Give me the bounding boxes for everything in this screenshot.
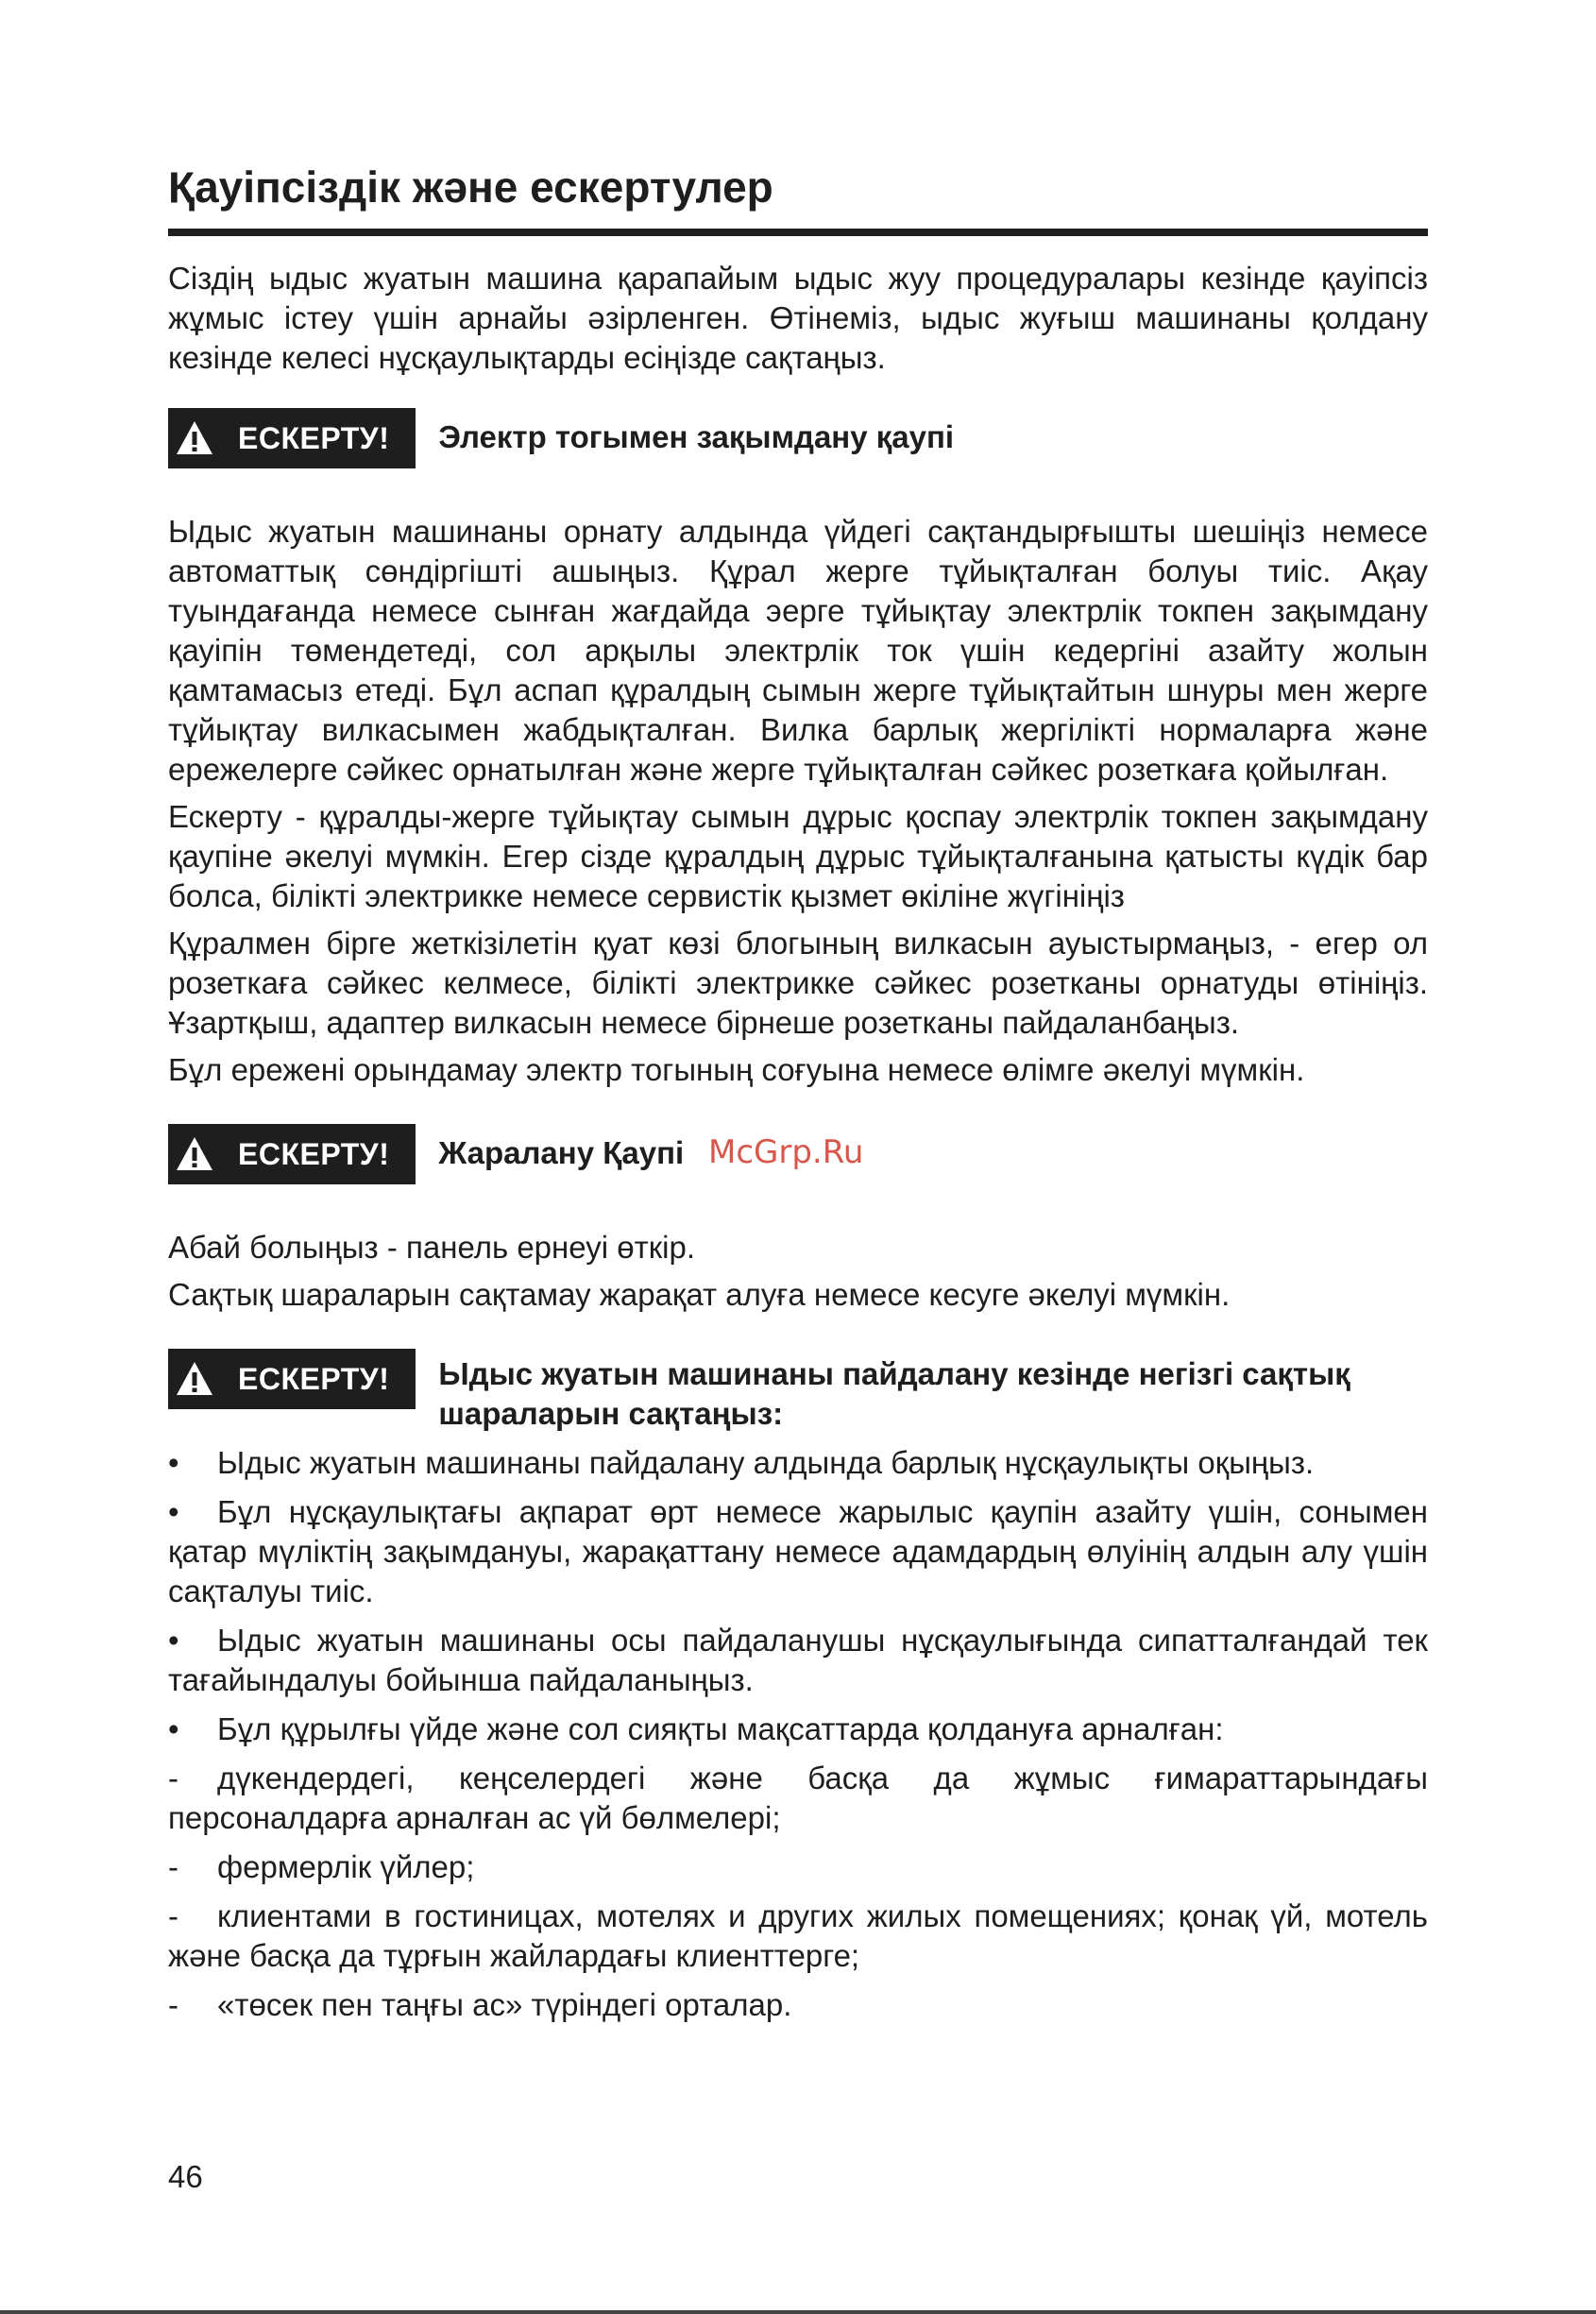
warning-badge <box>168 1124 416 1184</box>
intro-paragraph: Сіздің ыдыс жуатын машина қарапайым ыдыс жуу процедуралары кезінде қауіпсіз жұмыс істеу үшін арнайы әзірленген. Өтінеміз, ыдыс жуғыш машинаны қолдану кезінде келесі нұсқаулықтарды есіңізде сақтаңыз. <box>168 261 1428 375</box>
paragraph: Абай болыңыз - панель ернеуі өткір. <box>168 1230 696 1265</box>
dash-marker: - <box>168 1849 178 1884</box>
warning-label: ЕСКЕРТУ! <box>238 420 390 455</box>
page-title: Қауіпсіздік және ескертулер <box>168 159 1428 236</box>
bullet-marker: • <box>168 1711 179 1746</box>
list-item <box>168 1710 1428 1749</box>
paragraph: Сақтық шараларын сақтамау жарақат алуға немесе кесуге әкелуі мүмкін. <box>168 1277 1231 1312</box>
list-item <box>168 1897 1428 1976</box>
bullet-marker: • <box>168 1494 179 1529</box>
section-electric-body <box>168 512 1428 1090</box>
paragraph: Бұл ережені орындамау электр тогының соғуына немесе өлімге әкелуі мүмкін. <box>168 1052 1305 1087</box>
list-item <box>168 1492 1428 1611</box>
dash-marker: - <box>168 1761 178 1795</box>
list-item-text: Ыдыс жуатын машинаны пайдалану алдында барлық нұсқаулықты оқыңыз. <box>217 1445 1315 1480</box>
bullet-marker: • <box>168 1445 179 1480</box>
list-item-text: «төсек пен таңғы ас» түріндегі орталар. <box>217 1987 792 2022</box>
list-item-text: дүкендердегі, кеңселердегі және басқа да жұмыс ғимараттарындағы персоналдарға арналған ас үй бөлмелері; <box>168 1761 1428 1835</box>
warning-block-electric <box>168 408 1428 468</box>
list-item-text: Ыдыс жуатын машинаны осы пайдаланушы нұсқаулығында сипатталғандай тек тағайындалуы бойынша пайдаланыңыз. <box>168 1623 1428 1697</box>
warning-badge <box>168 1349 416 1409</box>
exclamation-triangle-icon <box>174 1358 215 1400</box>
paragraph: Ыдыс жуатын машинаны орнату алдында үйдегі сақтандырғышты шешіңіз немесе автоматтық сөндіргішті ашыңыз. Құрал жерге тұйықталған болуы тиіс. Ақау туындағанда немесе сынған жағдайда эерге тұйықтау электрлік токпен зақымдану қауіпін төмендетеді, сол арқылы электрлік ток үшін кедергіні азайту жолын қамтамасыз етеді. Бұл аспап құралдың сымын жерге тұйықтайтын шнуры мен жерге тұйықтау вилкасымен жабдықталған. Вилка барлық жергілікті нормаларға және ережелерге сәйкес орнатылған және жерге тұйықталған сәйкес розеткаға қойылған. <box>168 514 1428 787</box>
dash-marker: - <box>168 1898 178 1933</box>
page-number: 46 <box>168 2159 203 2194</box>
paragraph: Ескерту - құралды-жерге тұйықтау сымын дұрыс қоспау электрлік токпен зақымдану қаупіне әкелуі мүмкін. Егер сізде құралдың дұрыс тұйықталғанына қатысты күдік бар болса, білікті электрикке немесе сервистік қызмет өкіліне жүгініңіз <box>168 799 1428 913</box>
bullet-marker: • <box>168 1623 179 1658</box>
dash-marker: - <box>168 1987 178 2022</box>
list-item-text: Бұл құрылғы үйде және сол сияқты мақсаттарда қолдануға арналған: <box>217 1711 1224 1746</box>
list-item <box>168 1985 1428 2025</box>
warning-badge <box>168 408 416 468</box>
list-item <box>168 1847 1428 1887</box>
list-item <box>168 1759 1428 1838</box>
exclamation-triangle-icon <box>174 417 215 459</box>
warning-title: Ыдыс жуатын машинаны пайдалану кезінде негізгі сақтық шараларын сақтаңыз: <box>438 1356 1350 1431</box>
list-item-text: фермерлік үйлер; <box>217 1849 475 1884</box>
exclamation-triangle-icon <box>174 1133 215 1175</box>
list-item-text: Бұл нұсқаулықтағы ақпарат өрт немесе жарылыс қаупін азайту үшін, сонымен қатар мүліктің зақымдануы, жарақаттану немесе адамдардың өлуінің алдын алу үшін сақталуы тиіс. <box>168 1494 1428 1608</box>
bottom-rule <box>0 2310 1596 2314</box>
list-item <box>168 1621 1428 1700</box>
warning-title: Электр тогымен зақымдану қаупі <box>438 419 955 454</box>
list-item <box>168 1443 1428 1483</box>
warning-label: ЕСКЕРТУ! <box>238 1136 390 1171</box>
precautions-list <box>168 1443 1428 2025</box>
warning-label: ЕСКЕРТУ! <box>238 1361 390 1396</box>
list-item-text: клиентами в гостиницах, мотелях и других жилых помещениях; қонақ үй, мотель және басқа да тұрғын жайлардағы клиенттерге; <box>168 1898 1428 1973</box>
watermark: McGrp.Ru <box>708 1133 864 1171</box>
warning-title: Жаралану Қаупі <box>438 1135 685 1170</box>
paragraph: Құралмен бірге жеткізілетін қуат көзі блогының вилкасын ауыстырмаңыз, - егер ол розеткаға сәйкес келмесе, білікті электрикке сәйкес розетканы орнатуды өтініңіз. Ұзартқыш, адаптер вилкасын немесе бірнеше розетканы пайдаланбаңыз. <box>168 926 1428 1040</box>
warning-block-precautions <box>168 1349 1428 1434</box>
document-content <box>168 159 1428 2025</box>
section-injury-body <box>168 1228 1428 1315</box>
